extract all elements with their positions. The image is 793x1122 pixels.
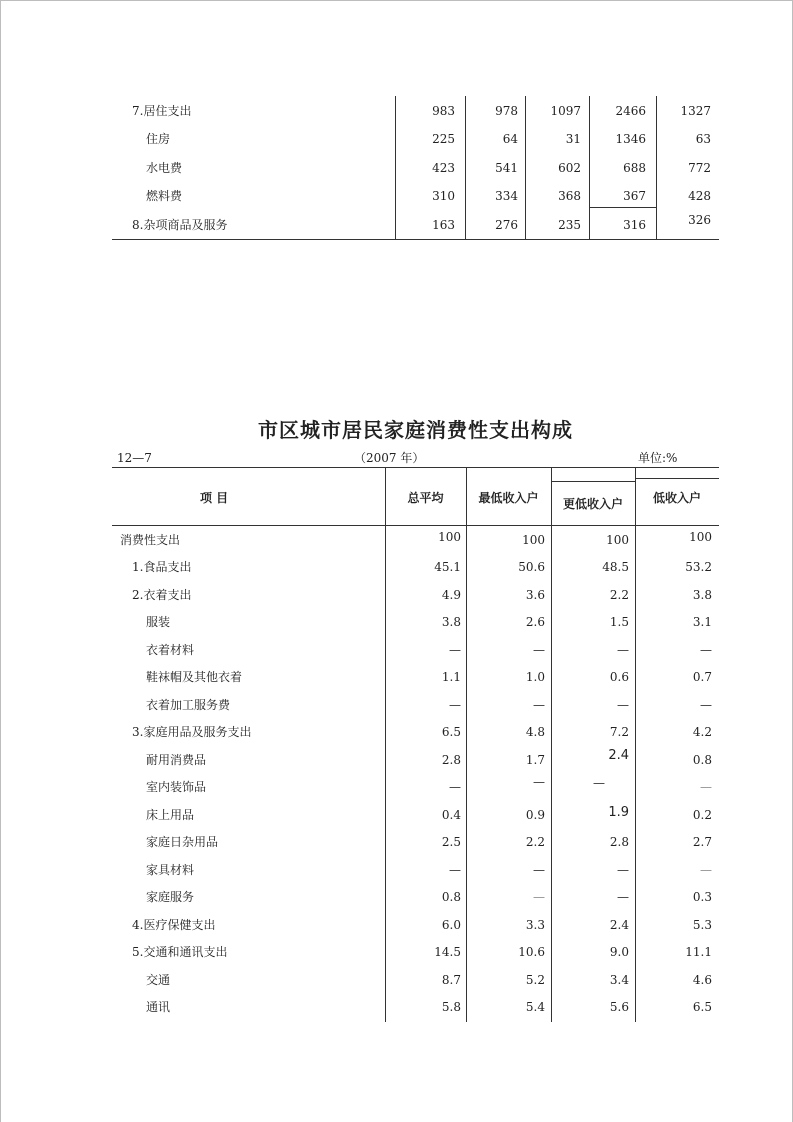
table-cell: — [533, 863, 545, 877]
table-cell: 2.5 [441, 835, 461, 849]
header-lower-income: 更低收入户 [562, 497, 623, 511]
table-cell: 2.6 [525, 615, 545, 629]
table-cell: 11.1 [685, 945, 712, 959]
table-cell: 48.5 [602, 560, 629, 574]
table-cell: 978 [495, 104, 518, 118]
table-cell: 983 [432, 104, 455, 118]
table-cell: 225 [432, 132, 455, 146]
table-cell: 1.0 [525, 670, 545, 684]
table-cell: 6.5 [441, 725, 461, 739]
table-cell: 3.6 [525, 588, 545, 602]
table-row-label: 家庭日杂用品 [146, 835, 219, 849]
table-cell: 1.1 [441, 670, 461, 684]
table-cell: 4.9 [441, 588, 461, 602]
table-cell: 772 [688, 161, 711, 175]
page-edge-left [0, 0, 1, 1122]
table-cell: 100 [522, 533, 545, 547]
table-cell: — [617, 863, 629, 877]
table-cell: 367 [623, 189, 646, 203]
table-cell: 64 [502, 132, 518, 146]
table-cell: 3.8 [692, 588, 712, 602]
table-cell: — [449, 698, 461, 712]
table-cell: 2.2 [609, 588, 629, 602]
main-table-vline [466, 467, 467, 1022]
table-cell: — [449, 863, 461, 877]
table-cell: 326 [688, 213, 711, 227]
table-cell: 0.9 [525, 808, 545, 822]
table-cell: 3.4 [609, 973, 629, 987]
table-cell: 541 [495, 161, 518, 175]
table-cell: 3.8 [441, 615, 461, 629]
table-row-label: 鞋袜帽及其他衣着 [146, 670, 243, 684]
main-table-vline [551, 467, 552, 1022]
table-cell: 5.8 [441, 1000, 461, 1014]
header-item: 项 目 [200, 491, 229, 505]
table-cell: — [617, 698, 629, 712]
table-row-label: 5.交通和通讯支出 [132, 945, 228, 959]
table-cell: 163 [432, 218, 455, 232]
table-cell: 8.7 [441, 973, 461, 987]
table-cell: — [533, 775, 545, 789]
table-cell: 602 [558, 161, 581, 175]
table-cell: 4.2 [692, 725, 712, 739]
table-cell: — [700, 643, 712, 657]
table-row-label: 床上用品 [146, 808, 195, 822]
table-row-label: 交通 [146, 973, 171, 987]
header-cell-border [635, 478, 719, 479]
table-year: （2007 年） [354, 451, 425, 465]
table-cell: 2.2 [525, 835, 545, 849]
table-cell: 0.3 [692, 890, 712, 904]
table-row-label: 4.医疗保健支出 [132, 918, 216, 932]
table-cell: 5.6 [609, 1000, 629, 1014]
table-id: 12—7 [117, 451, 152, 465]
table-cell: 276 [495, 218, 518, 232]
table-cell: 310 [432, 189, 455, 203]
table-cell: 14.5 [434, 945, 461, 959]
table-cell: 3.3 [525, 918, 545, 932]
table-cell: 7.2 [609, 725, 629, 739]
top-table-cell-border [589, 207, 656, 208]
table-cell: 1.9 [608, 805, 629, 820]
table-cell: 1.7 [525, 753, 545, 767]
table-cell: 428 [688, 189, 711, 203]
table-cell: 6.5 [692, 1000, 712, 1014]
table-cell: 1.5 [609, 615, 629, 629]
table-row-label: 服装 [146, 615, 171, 629]
table-cell: 2.8 [609, 835, 629, 849]
table-cell: — [593, 776, 605, 790]
table-row-label: 2.衣着支出 [132, 588, 192, 602]
page-edge-top [0, 0, 793, 1]
main-table-header-rule [112, 525, 719, 526]
table-cell: — [449, 643, 461, 657]
table-cell: 423 [432, 161, 455, 175]
table-cell: 0.4 [441, 808, 461, 822]
table-row-label: 8.杂项商品及服务 [132, 218, 228, 232]
table-row-label: 1.食品支出 [132, 560, 192, 574]
table-row-label: 燃料费 [146, 189, 183, 203]
table-cell: 1097 [550, 104, 581, 118]
table-cell: 4.6 [692, 973, 712, 987]
main-table-vline [635, 467, 636, 1022]
table-cell: 5.3 [692, 918, 712, 932]
table-cell: — [700, 698, 712, 712]
table-cell: 0.6 [609, 670, 629, 684]
page-title: 市区城市居民家庭消费性支出构成 [258, 418, 573, 442]
table-cell: 50.6 [518, 560, 545, 574]
table-cell: 9.0 [609, 945, 629, 959]
header-low-income: 低收入户 [652, 491, 701, 505]
table-cell: 334 [495, 189, 518, 203]
header-cell-border [551, 481, 635, 482]
table-row-label: 室内装饰品 [146, 780, 207, 794]
table-row-label: 水电费 [146, 161, 183, 175]
table-cell: 368 [558, 189, 581, 203]
table-cell: 4.8 [525, 725, 545, 739]
table-cell: — [449, 780, 461, 794]
table-cell: — [700, 863, 712, 877]
table-cell: — [533, 643, 545, 657]
table-cell: 5.4 [525, 1000, 545, 1014]
table-row-label: 住房 [146, 132, 171, 146]
table-unit: 单位:% [638, 451, 678, 465]
table-cell: 688 [623, 161, 646, 175]
table-cell: — [533, 698, 545, 712]
table-cell: 53.2 [685, 560, 712, 574]
table-row-label: 3.家庭用品及服务支出 [132, 725, 252, 739]
table-cell: 31 [565, 132, 581, 146]
table-cell: 5.2 [525, 973, 545, 987]
table-cell: 2.7 [692, 835, 712, 849]
table-cell: — [617, 643, 629, 657]
header-total-average: 总平均 [407, 491, 444, 505]
table-row-label: 耐用消费品 [146, 753, 207, 767]
table-cell: 0.2 [692, 808, 712, 822]
table-row-label: 家庭服务 [146, 890, 195, 904]
table-cell: 0.8 [441, 890, 461, 904]
table-cell: 100 [606, 533, 629, 547]
table-cell: 6.0 [441, 918, 461, 932]
main-table-top-rule [112, 467, 719, 468]
table-cell: 1346 [615, 132, 646, 146]
header-lowest-income: 最低收入户 [478, 491, 539, 505]
table-cell: 2.4 [608, 748, 629, 763]
table-cell: 0.8 [692, 753, 712, 767]
table-cell: 100 [438, 530, 461, 544]
table-cell: 235 [558, 218, 581, 232]
table-cell: 100 [689, 530, 712, 544]
table-row-label: 通讯 [146, 1000, 171, 1014]
table-cell: 0.7 [692, 670, 712, 684]
top-table-bottom-rule [112, 239, 719, 240]
table-cell: 63 [695, 132, 711, 146]
table-row-label: 衣着加工服务费 [146, 698, 231, 712]
table-cell: 2.4 [609, 918, 629, 932]
table-cell: 3.1 [692, 615, 712, 629]
table-cell: 1327 [680, 104, 711, 118]
table-cell: — [617, 890, 629, 904]
main-table-vline [385, 467, 386, 1022]
table-cell: — [700, 780, 712, 794]
table-cell: 2466 [615, 104, 646, 118]
table-row-label: 7.居住支出 [132, 104, 192, 118]
table-cell: 10.6 [518, 945, 545, 959]
table-row-label: 消费性支出 [120, 533, 181, 547]
table-cell: 45.1 [434, 560, 461, 574]
table-cell: — [533, 890, 545, 904]
table-row-label: 衣着材料 [146, 643, 195, 657]
table-cell: 2.8 [441, 753, 461, 767]
table-row-label: 家具材料 [146, 863, 195, 877]
table-cell: 316 [623, 218, 646, 232]
